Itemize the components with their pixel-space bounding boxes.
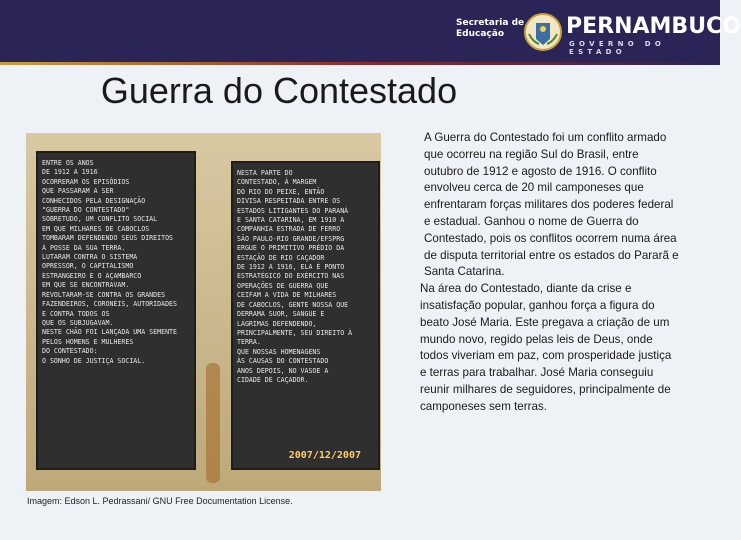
secretaria-label: [456, 18, 524, 40]
header-bar: [0, 0, 741, 62]
body-text: [420, 130, 680, 416]
paragraph-2: Na área do Contestado, diante da crise e insatisfação popular, ganhou força a figura do beato José Maria. Este pregava a criação de um mundo novo, regido pelas leis de Deus, onde todos viveriam em paz, com prosperidade justiça e terras para trabalhar. José Maria conseguiu reunir milhares de seguidores, principalmente de camponeses sem terras.: [420, 282, 672, 413]
plaque-right-text: NESTA PARTE DO CONTESTADO, À MARGEM DO RIO DO PEIXE, ENTÃO DIVISA RESPEITADA ENTRE OS ESTADOS LITIGANTES DO PARANÁ E SANTA CATARINA, EM 1910 A COMPANHIA ESTRADA DE FERRO SÃO PAULO-RIO GRANDE/EFSPRG ERGUE O PRIMITIVO PRÉDIO DA ESTAÇÃO DE RIO CAÇADOR DE 1912 A 1916, ELA É PONTO ESTRATÉGICO DO EXÉRCITO NAS OPERAÇÕES DE GUERRA QUE CEIFAM A VIDA DE MILHARES DE CABOCLOS, GENTE NOSSA QUE DERRAMA SUOR, SANGUE E LÁGRIMAS DEFENDENDO, PRINCIPALMENTE, SEU DIREITO À TERRA. QUE NOSSAS HOMENAGENS ÀS CAUSAS DO CONTESTADO ANOS DEPOIS, NO VASOE A CIDADE DE CAÇADOR.: [237, 169, 353, 384]
plaque-left-text: ENTRE OS ANOS DE 1912 A 1916 OCORRERAM OS EPISÓDIOS QUE PASSARAM A SER CONHECIDOS PELA DESIGNAÇÃO "GUERRA DO CONTESTADO" SOBRETUDO, UM CONFLITO SOCIAL EM QUE MILHARES DE CABOCLOS TOMBARAM DEFENDENDO SEUS DIREITOS À POSSE DA SUA TERRA. LUTARAM CONTRA O SISTEMA OPRESSOR, O CAPITALISMO ESTRANGEIRO E O AÇAMBARCO EM QUE SE ENCONTRAVAM. REVOLTARAM-SE CONTRA OS GRANDES FAZENDEIROS, CORONÉIS, AUTORIDADES E CONTRA TODOS OS QUE OS SUBJUGAVAM. NESTE CHÃO FOI LANÇADA UMA SEMENTE PELOS HOMENS E MULHERES DO CONTESTADO: O SONHO DE JUSTIÇA SOCIAL.: [42, 159, 177, 365]
slide-title: Guerra do Contestado: [100, 70, 458, 111]
photo-date-stamp: 2007/12/2007: [288, 450, 361, 461]
header-stripe: [0, 62, 720, 65]
image-caption: Imagem: Edson L. Pedrassani/ GNU Free Documentation License.: [27, 496, 293, 506]
rust-stain: [206, 363, 220, 483]
secretaria-line1: Secretaria de: [456, 18, 525, 28]
paragraph-1: A Guerra do Contestado foi um conflito armado que ocorreu na região Sul do Brasil, entre outubro de 1912 e agosto de 1916. O conflito envolveu cerca de 20 mil camponeses que enfrentaram forças militares dos poderes federal e estadual. Ganhou o nome de Guerra do Contestado, pois os conflitos ocorrem numa área de disputa territorial entre os estados do Pararã e Santa Catarina.: [424, 131, 679, 279]
plaque-left: [36, 151, 196, 470]
brand-subtitle: GOVERNO DO ESTADO: [569, 40, 666, 56]
secretaria-line2: Educação: [456, 29, 504, 39]
brand-name: PERNAMBUCO: [566, 14, 741, 39]
state-crest-icon: [523, 12, 563, 52]
plaques-photo: [26, 133, 381, 491]
plaque-right: [231, 161, 380, 470]
